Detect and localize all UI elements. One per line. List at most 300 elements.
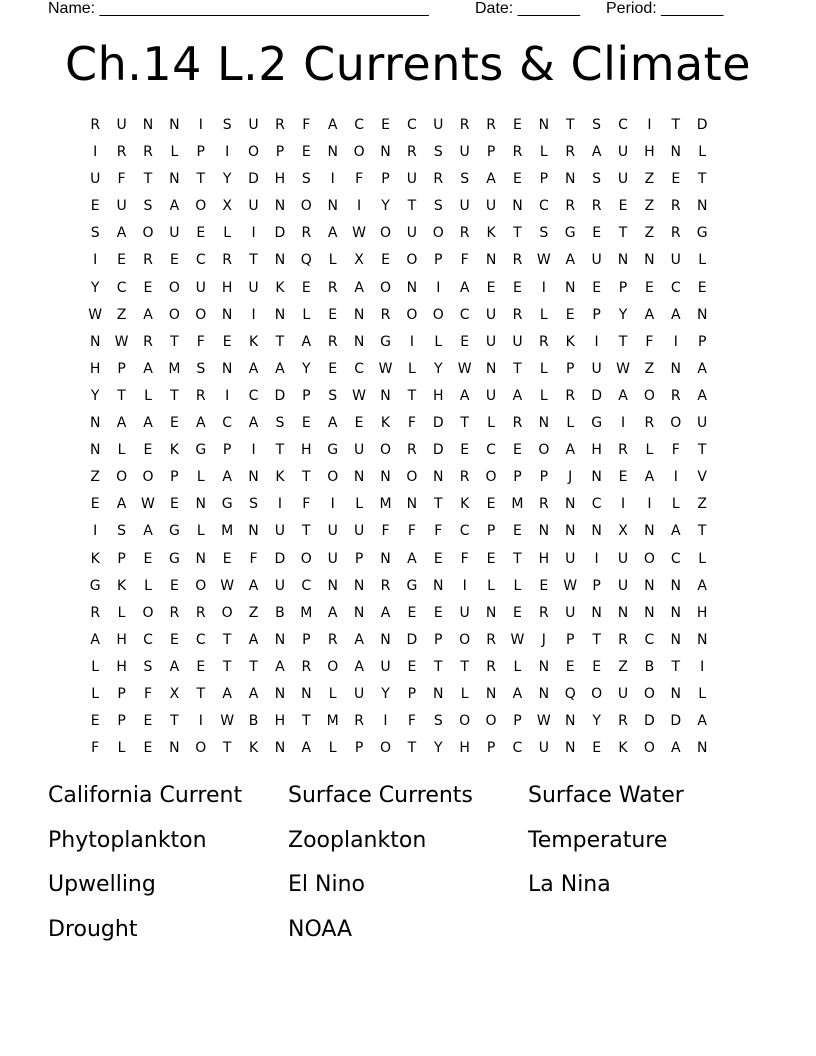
- grid-letter[interactable]: E: [513, 117, 522, 133]
- grid-letter[interactable]: O: [432, 225, 444, 242]
- grid-letter[interactable]: A: [248, 415, 259, 432]
- grid-letter[interactable]: N: [591, 523, 602, 540]
- grid-letter[interactable]: R: [591, 198, 602, 215]
- grid-letter[interactable]: U: [617, 685, 629, 702]
- grid-letter[interactable]: L: [355, 496, 363, 513]
- grid-letter[interactable]: P: [486, 523, 496, 540]
- grid-letter[interactable]: S: [222, 117, 232, 133]
- grid-letter[interactable]: A: [143, 360, 153, 377]
- grid-letter[interactable]: E: [513, 523, 522, 540]
- grid-letter[interactable]: R: [143, 252, 153, 269]
- grid-letter[interactable]: A: [591, 144, 602, 161]
- grid-letter[interactable]: N: [485, 604, 497, 621]
- grid-letter[interactable]: T: [222, 631, 232, 648]
- grid-letter[interactable]: T: [407, 198, 417, 215]
- period-field[interactable]: Period: _______: [606, 0, 724, 17]
- grid-letter[interactable]: E: [592, 279, 602, 296]
- grid-letter[interactable]: N: [433, 577, 444, 594]
- grid-letter[interactable]: L: [144, 577, 152, 594]
- grid-letter[interactable]: U: [274, 523, 286, 540]
- grid-letter[interactable]: G: [195, 442, 207, 459]
- grid-letter[interactable]: R: [116, 144, 127, 161]
- grid-letter[interactable]: P: [592, 577, 601, 594]
- grid-letter[interactable]: R: [459, 225, 470, 242]
- grid-letter[interactable]: N: [353, 577, 365, 594]
- grid-letter[interactable]: S: [433, 198, 443, 215]
- grid-letter[interactable]: C: [670, 279, 681, 296]
- grid-letter[interactable]: N: [353, 333, 365, 350]
- grid-letter[interactable]: S: [196, 360, 206, 377]
- grid-letter[interactable]: N: [538, 685, 550, 702]
- grid-letter[interactable]: L: [513, 577, 522, 594]
- grid-letter[interactable]: U: [617, 144, 629, 161]
- grid-letter[interactable]: S: [592, 117, 602, 133]
- grid-letter[interactable]: I: [462, 577, 467, 594]
- grid-letter[interactable]: C: [459, 306, 470, 323]
- grid-letter[interactable]: N: [538, 523, 550, 540]
- grid-letter[interactable]: T: [196, 685, 206, 702]
- grid-letter[interactable]: I: [225, 144, 230, 161]
- grid-letter[interactable]: O: [379, 740, 391, 757]
- grid-letter[interactable]: O: [485, 469, 497, 486]
- grid-letter[interactable]: H: [274, 713, 286, 730]
- grid-letter[interactable]: P: [566, 360, 575, 377]
- grid-letter[interactable]: E: [592, 740, 602, 757]
- grid-letter[interactable]: A: [327, 415, 338, 432]
- grid-letter[interactable]: G: [591, 415, 603, 432]
- grid-letter[interactable]: I: [357, 198, 362, 215]
- grid-letter[interactable]: N: [433, 685, 444, 702]
- grid-letter[interactable]: S: [275, 415, 285, 432]
- grid-letter[interactable]: I: [330, 496, 335, 513]
- grid-letter[interactable]: C: [301, 577, 312, 594]
- grid-letter[interactable]: E: [328, 360, 338, 377]
- grid-letter[interactable]: K: [618, 740, 628, 757]
- grid-letter[interactable]: Y: [381, 685, 390, 702]
- grid-letter[interactable]: I: [93, 523, 98, 540]
- grid-letter[interactable]: T: [671, 658, 681, 675]
- grid-letter[interactable]: R: [301, 658, 312, 675]
- grid-letter[interactable]: O: [379, 279, 391, 296]
- grid-letter[interactable]: A: [169, 658, 180, 675]
- grid-letter[interactable]: A: [275, 360, 285, 377]
- grid-letter[interactable]: G: [380, 333, 391, 350]
- grid-letter[interactable]: N: [617, 252, 629, 269]
- grid-letter[interactable]: R: [512, 415, 523, 432]
- grid-letter[interactable]: C: [195, 631, 206, 648]
- grid-letter[interactable]: R: [565, 198, 576, 215]
- grid-letter[interactable]: I: [251, 306, 256, 323]
- grid-letter[interactable]: P: [618, 279, 628, 296]
- grid-letter[interactable]: A: [143, 415, 153, 432]
- grid-letter[interactable]: O: [195, 306, 207, 323]
- grid-letter[interactable]: A: [407, 550, 417, 567]
- grid-letter[interactable]: N: [221, 306, 233, 323]
- grid-letter[interactable]: L: [698, 144, 707, 161]
- grid-letter[interactable]: O: [142, 225, 154, 242]
- grid-letter[interactable]: H: [116, 658, 127, 675]
- grid-letter[interactable]: L: [539, 144, 548, 161]
- grid-letter[interactable]: E: [143, 279, 153, 296]
- grid-letter[interactable]: A: [143, 523, 153, 540]
- grid-letter[interactable]: R: [670, 387, 681, 404]
- grid-letter[interactable]: A: [222, 685, 232, 702]
- grid-letter[interactable]: E: [381, 117, 390, 133]
- grid-letter[interactable]: O: [300, 198, 312, 215]
- grid-letter[interactable]: C: [591, 496, 602, 513]
- grid-letter[interactable]: C: [670, 550, 681, 567]
- grid-letter[interactable]: T: [170, 333, 179, 350]
- grid-letter[interactable]: K: [275, 279, 285, 296]
- grid-letter[interactable]: N: [353, 306, 365, 323]
- grid-letter[interactable]: L: [223, 225, 232, 242]
- date-field[interactable]: Date: _______: [475, 0, 580, 17]
- grid-letter[interactable]: Z: [644, 171, 655, 188]
- grid-letter[interactable]: F: [460, 252, 469, 269]
- grid-letter[interactable]: O: [379, 442, 391, 459]
- grid-letter[interactable]: F: [407, 415, 416, 432]
- grid-letter[interactable]: E: [460, 333, 470, 350]
- name-field[interactable]: Name: _____________________________________: [48, 0, 429, 17]
- grid-letter[interactable]: N: [670, 685, 682, 702]
- grid-letter[interactable]: M: [300, 604, 313, 621]
- grid-letter[interactable]: L: [117, 442, 126, 459]
- grid-letter[interactable]: O: [168, 279, 180, 296]
- grid-letter[interactable]: O: [538, 442, 550, 459]
- grid-letter[interactable]: F: [407, 713, 416, 730]
- grid-letter[interactable]: E: [169, 577, 179, 594]
- grid-letter[interactable]: L: [144, 387, 152, 404]
- grid-letter[interactable]: H: [116, 631, 127, 648]
- grid-letter[interactable]: K: [460, 496, 470, 513]
- grid-letter[interactable]: U: [90, 171, 101, 188]
- grid-letter[interactable]: L: [487, 415, 495, 432]
- grid-letter[interactable]: C: [618, 117, 628, 133]
- grid-letter[interactable]: A: [565, 252, 576, 269]
- grid-letter[interactable]: U: [485, 387, 497, 404]
- grid-letter[interactable]: E: [169, 496, 179, 513]
- grid-letter[interactable]: O: [643, 740, 655, 757]
- grid-letter[interactable]: Y: [302, 360, 311, 377]
- grid-letter[interactable]: W: [563, 577, 578, 594]
- grid-letter[interactable]: E: [486, 279, 496, 296]
- grid-letter[interactable]: C: [459, 523, 470, 540]
- grid-letter[interactable]: A: [644, 306, 655, 323]
- grid-letter[interactable]: M: [168, 360, 181, 377]
- grid-letter[interactable]: W: [536, 252, 551, 269]
- grid-letter[interactable]: U: [617, 171, 629, 188]
- grid-letter[interactable]: A: [116, 415, 127, 432]
- grid-letter[interactable]: E: [565, 658, 575, 675]
- grid-letter[interactable]: A: [618, 387, 628, 404]
- grid-letter[interactable]: M: [221, 523, 234, 540]
- grid-letter[interactable]: U: [353, 523, 365, 540]
- grid-letter[interactable]: N: [670, 604, 682, 621]
- grid-letter[interactable]: R: [90, 117, 101, 133]
- grid-letter[interactable]: A: [327, 117, 338, 133]
- grid-letter[interactable]: K: [380, 415, 391, 432]
- grid-letter[interactable]: C: [406, 117, 417, 133]
- grid-letter[interactable]: C: [512, 740, 523, 757]
- grid-letter[interactable]: K: [248, 740, 259, 757]
- grid-letter[interactable]: F: [196, 333, 205, 350]
- grid-letter[interactable]: N: [485, 252, 497, 269]
- grid-letter[interactable]: E: [433, 604, 443, 621]
- grid-letter[interactable]: Y: [618, 306, 628, 323]
- grid-letter[interactable]: A: [354, 631, 364, 648]
- grid-letter[interactable]: N: [564, 523, 576, 540]
- grid-letter[interactable]: S: [249, 496, 258, 513]
- grid-letter[interactable]: K: [169, 442, 179, 459]
- grid-letter[interactable]: S: [301, 171, 311, 188]
- grid-letter[interactable]: L: [566, 415, 575, 432]
- grid-letter[interactable]: A: [697, 577, 707, 594]
- grid-letter[interactable]: L: [698, 252, 707, 269]
- grid-letter[interactable]: O: [168, 306, 180, 323]
- grid-letter[interactable]: F: [381, 523, 390, 540]
- grid-letter[interactable]: M: [379, 496, 392, 513]
- grid-letter[interactable]: H: [644, 144, 655, 161]
- grid-letter[interactable]: F: [117, 171, 126, 188]
- grid-letter[interactable]: U: [565, 604, 576, 621]
- grid-letter[interactable]: N: [406, 496, 418, 513]
- grid-letter[interactable]: W: [352, 387, 367, 404]
- grid-letter[interactable]: N: [327, 144, 338, 161]
- grid-letter[interactable]: O: [248, 144, 260, 161]
- grid-letter[interactable]: A: [354, 279, 364, 296]
- grid-letter[interactable]: A: [195, 415, 206, 432]
- grid-letter[interactable]: N: [274, 631, 286, 648]
- grid-letter[interactable]: N: [696, 198, 708, 215]
- grid-letter[interactable]: R: [459, 469, 470, 486]
- grid-letter[interactable]: P: [539, 469, 549, 486]
- grid-letter[interactable]: T: [513, 550, 522, 567]
- grid-letter[interactable]: R: [512, 306, 523, 323]
- grid-letter[interactable]: F: [407, 523, 416, 540]
- grid-letter[interactable]: L: [328, 740, 337, 757]
- grid-letter[interactable]: E: [222, 333, 232, 350]
- grid-letter[interactable]: E: [117, 252, 127, 269]
- grid-letter[interactable]: W: [220, 713, 235, 730]
- grid-letter[interactable]: R: [407, 144, 417, 161]
- grid-letter[interactable]: R: [275, 117, 285, 133]
- grid-letter[interactable]: I: [594, 333, 599, 350]
- grid-letter[interactable]: N: [274, 252, 286, 269]
- grid-letter[interactable]: H: [459, 740, 470, 757]
- grid-letter[interactable]: X: [169, 685, 180, 702]
- grid-letter[interactable]: T: [433, 496, 443, 513]
- grid-letter[interactable]: Y: [381, 198, 390, 215]
- grid-letter[interactable]: N: [89, 333, 101, 350]
- grid-letter[interactable]: A: [327, 604, 338, 621]
- grid-letter[interactable]: E: [196, 658, 206, 675]
- grid-letter[interactable]: U: [697, 415, 708, 432]
- grid-letter[interactable]: W: [88, 306, 103, 323]
- grid-letter[interactable]: N: [538, 415, 550, 432]
- grid-letter[interactable]: I: [225, 387, 230, 404]
- grid-letter[interactable]: E: [222, 550, 232, 567]
- grid-letter[interactable]: Z: [248, 604, 259, 621]
- grid-letter[interactable]: A: [90, 631, 100, 648]
- grid-letter[interactable]: Y: [433, 360, 443, 377]
- grid-letter[interactable]: U: [459, 198, 470, 215]
- grid-letter[interactable]: D: [432, 442, 444, 459]
- grid-letter[interactable]: O: [459, 713, 471, 730]
- grid-letter[interactable]: N: [380, 469, 391, 486]
- grid-letter[interactable]: U: [327, 550, 338, 567]
- grid-letter[interactable]: F: [249, 550, 258, 567]
- grid-letter[interactable]: D: [248, 171, 259, 188]
- grid-letter[interactable]: R: [327, 333, 338, 350]
- grid-letter[interactable]: N: [538, 658, 550, 675]
- grid-letter[interactable]: N: [564, 171, 576, 188]
- grid-letter[interactable]: A: [697, 360, 707, 377]
- grid-letter[interactable]: D: [696, 117, 708, 133]
- grid-letter[interactable]: C: [354, 360, 364, 377]
- grid-letter[interactable]: T: [143, 171, 153, 188]
- grid-letter[interactable]: W: [220, 577, 235, 594]
- grid-letter[interactable]: R: [486, 117, 496, 133]
- grid-letter[interactable]: T: [249, 658, 258, 675]
- grid-letter[interactable]: A: [671, 740, 681, 757]
- grid-letter[interactable]: O: [353, 144, 365, 161]
- grid-letter[interactable]: N: [670, 631, 682, 648]
- grid-letter[interactable]: R: [195, 387, 206, 404]
- grid-letter[interactable]: I: [647, 117, 652, 133]
- grid-letter[interactable]: L: [539, 360, 548, 377]
- grid-letter[interactable]: O: [142, 469, 154, 486]
- grid-letter[interactable]: E: [513, 604, 522, 621]
- grid-letter[interactable]: E: [196, 225, 206, 242]
- grid-letter[interactable]: N: [564, 740, 576, 757]
- grid-letter[interactable]: S: [143, 198, 153, 215]
- grid-letter[interactable]: P: [381, 171, 390, 188]
- grid-letter[interactable]: C: [538, 198, 549, 215]
- grid-letter[interactable]: E: [381, 252, 390, 269]
- grid-letter[interactable]: F: [645, 333, 654, 350]
- grid-letter[interactable]: U: [274, 577, 286, 594]
- grid-letter[interactable]: E: [143, 442, 153, 459]
- grid-letter[interactable]: P: [486, 740, 496, 757]
- grid-letter[interactable]: N: [644, 577, 655, 594]
- grid-letter[interactable]: N: [248, 469, 259, 486]
- grid-letter[interactable]: T: [407, 387, 417, 404]
- grid-letter[interactable]: E: [90, 713, 100, 730]
- grid-letter[interactable]: G: [89, 577, 101, 594]
- grid-letter[interactable]: A: [565, 442, 576, 459]
- grid-letter[interactable]: I: [383, 713, 388, 730]
- grid-letter[interactable]: T: [302, 713, 311, 730]
- grid-letter[interactable]: L: [302, 306, 311, 323]
- grid-letter[interactable]: O: [142, 604, 154, 621]
- grid-letter[interactable]: R: [195, 604, 206, 621]
- grid-letter[interactable]: R: [618, 442, 628, 459]
- grid-letter[interactable]: E: [592, 225, 602, 242]
- grid-letter[interactable]: R: [512, 252, 523, 269]
- grid-letter[interactable]: T: [697, 523, 707, 540]
- grid-letter[interactable]: A: [116, 225, 127, 242]
- grid-letter[interactable]: T: [275, 442, 285, 459]
- grid-letter[interactable]: I: [251, 225, 256, 242]
- grid-letter[interactable]: E: [90, 496, 100, 513]
- grid-letter[interactable]: T: [618, 225, 628, 242]
- grid-letter[interactable]: R: [222, 252, 233, 269]
- grid-letter[interactable]: A: [301, 740, 312, 757]
- grid-letter[interactable]: P: [170, 469, 179, 486]
- grid-letter[interactable]: S: [117, 523, 127, 540]
- grid-letter[interactable]: F: [302, 117, 311, 133]
- grid-letter[interactable]: O: [643, 387, 655, 404]
- grid-letter[interactable]: M: [326, 713, 339, 730]
- grid-letter[interactable]: F: [434, 523, 443, 540]
- grid-letter[interactable]: S: [539, 225, 549, 242]
- grid-letter[interactable]: T: [592, 631, 601, 648]
- grid-letter[interactable]: E: [513, 442, 522, 459]
- grid-letter[interactable]: U: [617, 550, 629, 567]
- grid-letter[interactable]: R: [512, 144, 523, 161]
- grid-letter[interactable]: S: [460, 171, 470, 188]
- grid-letter[interactable]: U: [485, 306, 497, 323]
- grid-letter[interactable]: A: [248, 360, 259, 377]
- grid-letter[interactable]: L: [170, 144, 179, 161]
- grid-letter[interactable]: O: [195, 740, 207, 757]
- grid-letter[interactable]: L: [91, 685, 100, 702]
- grid-letter[interactable]: N: [433, 469, 444, 486]
- grid-letter[interactable]: N: [327, 198, 338, 215]
- grid-letter[interactable]: K: [565, 333, 575, 350]
- grid-letter[interactable]: U: [353, 685, 365, 702]
- grid-letter[interactable]: N: [617, 604, 629, 621]
- grid-letter[interactable]: N: [169, 171, 180, 188]
- grid-letter[interactable]: R: [407, 442, 417, 459]
- grid-letter[interactable]: R: [565, 387, 576, 404]
- grid-letter[interactable]: O: [406, 306, 418, 323]
- grid-letter[interactable]: O: [327, 469, 339, 486]
- grid-letter[interactable]: T: [513, 225, 522, 242]
- grid-letter[interactable]: Y: [592, 713, 601, 730]
- grid-letter[interactable]: T: [460, 658, 469, 675]
- grid-letter[interactable]: P: [407, 685, 417, 702]
- grid-letter[interactable]: T: [117, 387, 126, 404]
- grid-letter[interactable]: N: [353, 604, 365, 621]
- grid-letter[interactable]: R: [169, 604, 180, 621]
- grid-letter[interactable]: P: [566, 631, 575, 648]
- grid-letter[interactable]: L: [539, 387, 548, 404]
- grid-letter[interactable]: U: [248, 279, 259, 296]
- grid-letter[interactable]: N: [89, 415, 101, 432]
- grid-letter[interactable]: N: [301, 685, 312, 702]
- grid-letter[interactable]: O: [195, 198, 207, 215]
- grid-letter[interactable]: O: [327, 658, 339, 675]
- grid-letter[interactable]: E: [354, 415, 364, 432]
- grid-letter[interactable]: R: [90, 604, 101, 621]
- grid-letter[interactable]: L: [487, 577, 495, 594]
- grid-letter[interactable]: E: [513, 171, 522, 188]
- grid-letter[interactable]: N: [274, 306, 286, 323]
- grid-letter[interactable]: U: [380, 658, 391, 675]
- grid-letter[interactable]: O: [643, 685, 655, 702]
- grid-letter[interactable]: S: [433, 144, 443, 161]
- grid-letter[interactable]: T: [275, 333, 285, 350]
- grid-letter[interactable]: F: [460, 550, 469, 567]
- grid-letter[interactable]: N: [644, 523, 655, 540]
- grid-letter[interactable]: N: [221, 360, 233, 377]
- grid-letter[interactable]: Z: [644, 198, 655, 215]
- grid-letter[interactable]: L: [328, 685, 337, 702]
- grid-letter[interactable]: R: [327, 279, 338, 296]
- grid-letter[interactable]: N: [591, 469, 602, 486]
- grid-letter[interactable]: G: [406, 577, 418, 594]
